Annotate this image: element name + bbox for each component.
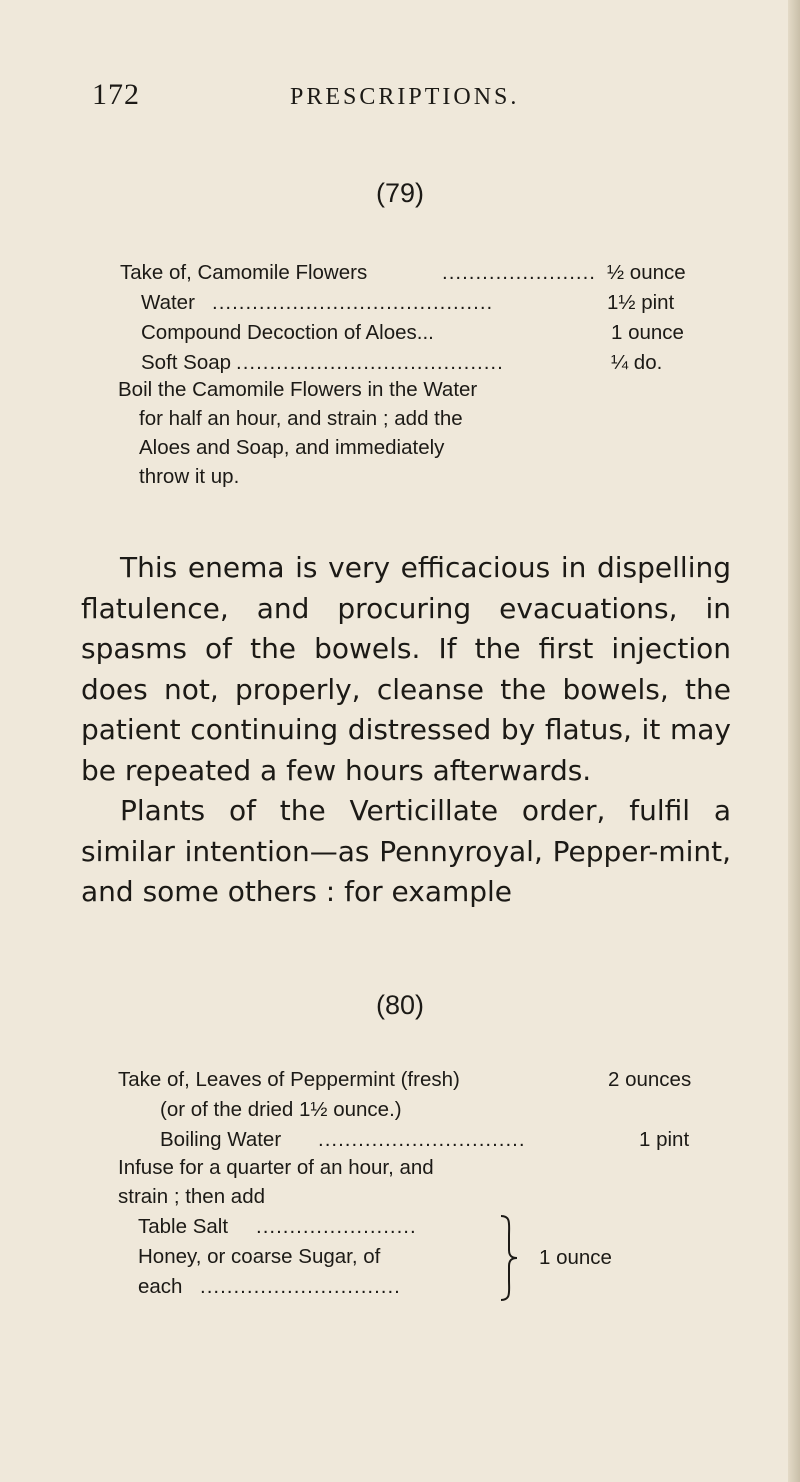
ingredient-name: Take of, Camomile Flowers bbox=[120, 261, 368, 284]
instruction-line: Infuse for a quarter of an hour, and bbox=[118, 1156, 434, 1179]
page-header bbox=[92, 78, 712, 118]
ingredient-row bbox=[118, 1065, 718, 1095]
ingredient-name: Honey, or coarse Sugar, of bbox=[138, 1245, 381, 1268]
grouped-amount: 1 ounce bbox=[539, 1246, 612, 1269]
instruction-line: throw it up. bbox=[139, 465, 240, 488]
prescription-80-instructions bbox=[118, 1153, 434, 1211]
instruction-line: strain ; then add bbox=[118, 1185, 266, 1208]
ingredient-amount: ½ ounce bbox=[607, 261, 686, 284]
ingredient-amount: 1½ pint bbox=[607, 291, 675, 314]
ingredient-amount: 1 pint bbox=[639, 1128, 690, 1151]
ingredient-row bbox=[118, 1095, 718, 1125]
ingredient-amount: ¼ do. bbox=[611, 351, 663, 374]
ingredient-name: Compound Decoction of Aloes... bbox=[141, 321, 434, 344]
page-edge bbox=[788, 0, 800, 1482]
instruction-line: for half an hour, and strain ; add the bbox=[139, 407, 463, 430]
ingredient-name: each bbox=[138, 1275, 183, 1298]
instruction-line: Aloes and Soap, and immediately bbox=[139, 436, 445, 459]
prescription-80-heading: (80) bbox=[375, 990, 424, 1020]
ingredient-row bbox=[138, 1272, 718, 1302]
body-text bbox=[81, 548, 731, 913]
page-number: 172 bbox=[92, 78, 140, 111]
leader-dots: ........................................ bbox=[236, 351, 504, 374]
ingredient-amount: 2 ounces bbox=[608, 1068, 692, 1091]
ingredient-row bbox=[120, 258, 690, 288]
ingredient-row bbox=[120, 318, 690, 348]
running-head: PRESCRIPTIONS. bbox=[290, 84, 520, 110]
instruction-line: Boil the Camomile Flowers in the Water bbox=[118, 378, 478, 401]
ingredient-row bbox=[120, 288, 690, 318]
ingredient-row bbox=[120, 348, 690, 378]
ingredient-row bbox=[138, 1242, 718, 1272]
leader-dots: .......................................... bbox=[212, 291, 494, 314]
ingredient-row bbox=[138, 1212, 718, 1242]
paragraph: This enema is very efficacious in dispelling flatulence, and procuring evacuations, in spasms of the bowels. If the first injection does not, properly, cleanse the bowels, the patient continuing distressed by flatus, it may be repeated a few hours afterwards. bbox=[81, 551, 731, 787]
ingredient-name: Water bbox=[141, 291, 195, 314]
prescription-80-grouped-items bbox=[138, 1212, 718, 1302]
prescription-79-instructions bbox=[118, 375, 477, 491]
ingredient-name: Take of, Leaves of Peppermint (fresh) bbox=[118, 1068, 460, 1091]
curly-brace-icon bbox=[497, 1214, 521, 1302]
ingredient-amount: 1 ounce bbox=[611, 321, 684, 344]
leader-dots: .............................. bbox=[200, 1275, 401, 1298]
prescription-79-heading: (79) bbox=[375, 178, 424, 208]
leader-dots: ....................... bbox=[442, 261, 596, 284]
ingredient-name: Table Salt bbox=[138, 1215, 229, 1238]
ingredient-name: Boiling Water bbox=[160, 1128, 282, 1151]
ingredient-row bbox=[118, 1125, 718, 1155]
leader-dots: ............................... bbox=[318, 1128, 526, 1151]
leader-dots: ........................ bbox=[256, 1215, 417, 1238]
ingredient-note: (or of the dried 1½ ounce.) bbox=[160, 1098, 402, 1121]
prescription-80-ingredients bbox=[118, 1065, 718, 1155]
paragraph: Plants of the Verticillate order, fulfil a similar intention—as Pennyroyal, Pepper-mint, and some others : for example bbox=[81, 794, 731, 908]
prescription-79-ingredients bbox=[120, 258, 690, 378]
ingredient-name: Soft Soap bbox=[141, 351, 232, 374]
